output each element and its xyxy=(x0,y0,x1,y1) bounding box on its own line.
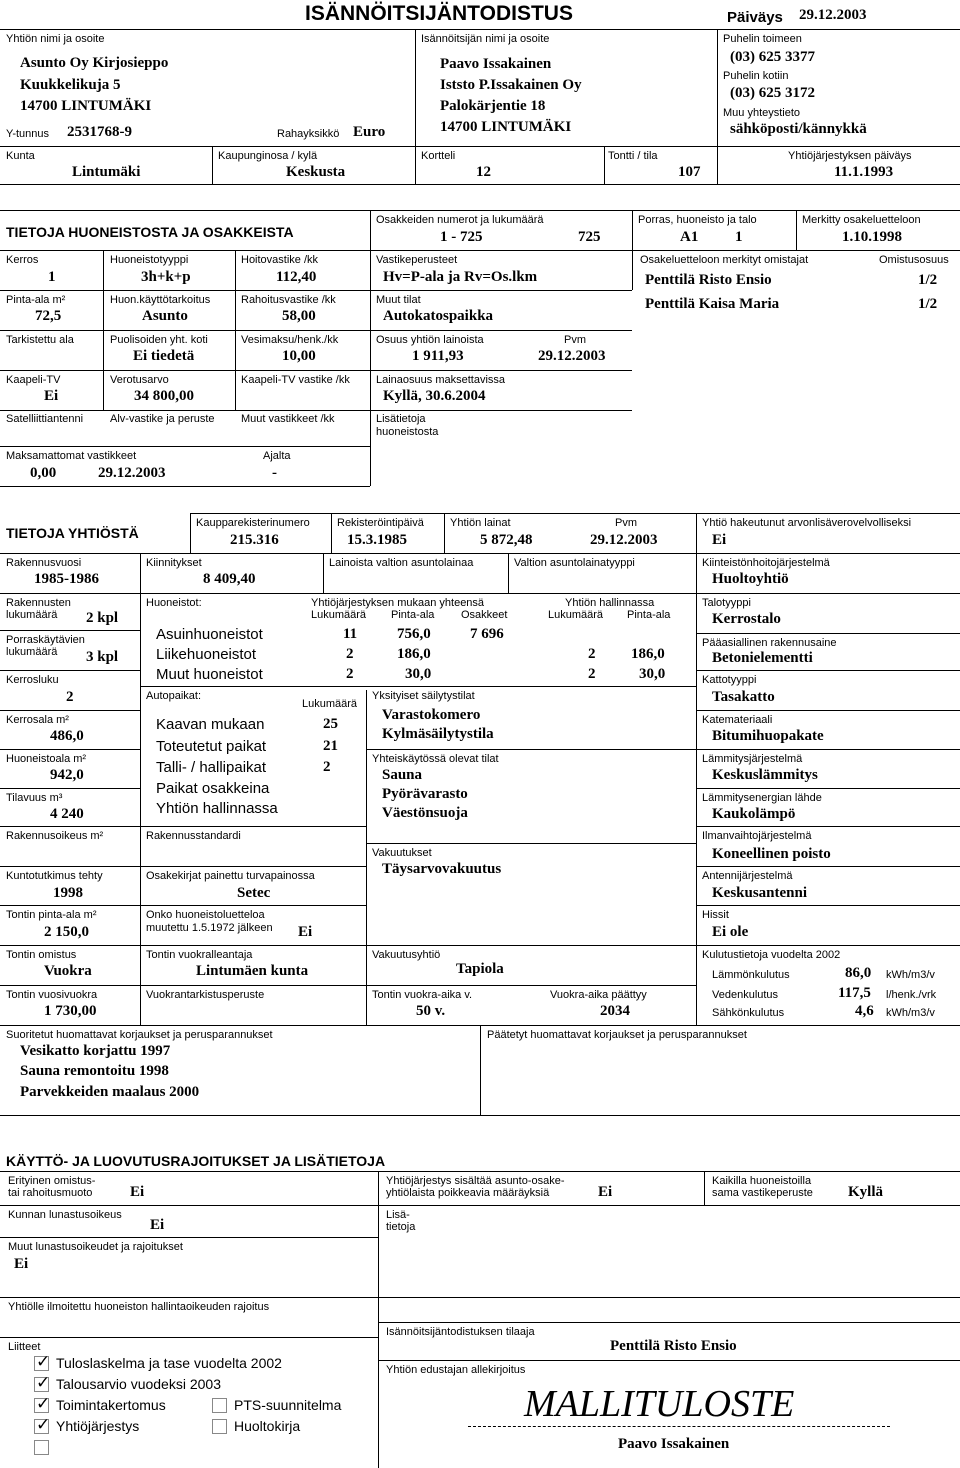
loan-share: 1 911,93 xyxy=(412,348,464,364)
tax: 34 800,00 xyxy=(134,388,194,404)
area-label: Pinta-ala m² xyxy=(6,294,66,306)
company-name-label: Yhtiön nimi ja osoite xyxy=(6,33,105,45)
house-type: Kerrostalo xyxy=(712,611,781,627)
private-label: Yksityiset säilytystilat xyxy=(372,690,475,702)
state-type-label: Valtion asuntolainatyyppi xyxy=(514,557,635,569)
loans: 5 872,48 xyxy=(480,532,533,548)
apt-row-own-count: 2 xyxy=(588,666,596,682)
shares-count: 725 xyxy=(578,229,601,245)
heat-use: 86,0 xyxy=(845,965,872,981)
sat-label: Satelliittiantenni xyxy=(6,413,84,425)
stair: A1 xyxy=(680,229,699,245)
shares-header: Osakkeet xyxy=(461,609,508,621)
manager-street: Palokärjentie 18 xyxy=(440,98,546,114)
repair-item: Vesikatto korjattu 1997 xyxy=(20,1043,171,1059)
buildings-label-1: Rakennusten xyxy=(6,597,71,609)
rules: Ei xyxy=(598,1184,613,1200)
other-spaces-label: Muut tilat xyxy=(376,294,421,306)
orderer-label: Isännöitsijäntodistuksen tilaaja xyxy=(386,1326,535,1338)
material-label: Pääasiallinen rakennusaine xyxy=(702,637,837,649)
attachment-label: Tuloslaskelma ja tase vuodelta 2002 xyxy=(56,1355,282,1371)
build-right-label: Rakennusoikeus m² xyxy=(6,830,104,842)
apt-row-area: 756,0 xyxy=(397,626,431,642)
ytunnus: 2531768-9 xyxy=(67,124,132,140)
other-redeem: Ei xyxy=(14,1256,29,1272)
floor-area-label: Kerrosala m² xyxy=(6,714,69,726)
same-basis-label-1: Kaikilla huoneistoilla xyxy=(712,1175,812,1187)
attachment-checkbox[interactable] xyxy=(34,1440,49,1455)
extra-label-2: tietoja xyxy=(386,1221,416,1233)
extra-label-1: Lisä- xyxy=(386,1209,410,1221)
date-value: 29.12.2003 xyxy=(799,7,867,23)
apt-row-count: 2 xyxy=(346,646,354,662)
parking-row-count: 2 xyxy=(323,759,331,775)
currency-label: Rahayksikkö xyxy=(277,128,340,140)
state-loans-label: Lainoista valtion asuntolainaa xyxy=(329,557,474,569)
attachment-label: PTS-suunnitelma xyxy=(234,1397,342,1413)
certs: Setec xyxy=(237,885,271,901)
apt-row-area: 186,0 xyxy=(397,646,431,662)
lease-end: 2034 xyxy=(600,1003,630,1019)
survey-label: Kuntotutkimus tehty xyxy=(6,870,103,882)
other-contact-label: Muu yhteystieto xyxy=(723,107,801,119)
basis: Hv=P-ala ja Rv=Os.lkm xyxy=(383,269,538,285)
parking-row-name: Kaavan mukaan xyxy=(156,716,265,733)
heat-src: Kaukolämpö xyxy=(712,806,796,822)
loan-date-label: Pvm xyxy=(564,334,586,346)
jarj-date: 11.1.1993 xyxy=(834,164,894,180)
attachment-label: Huoltokirja xyxy=(234,1418,301,1434)
signature: MALLITULOSTE xyxy=(524,1383,795,1425)
parking-row-count: 21 xyxy=(323,738,338,754)
floors-label: Kerrosluku xyxy=(6,674,59,686)
loans-label: Yhtiön lainat xyxy=(450,517,511,529)
heat-sys: Keskuslämmitys xyxy=(712,767,818,783)
reg-date: 1.10.1998 xyxy=(842,229,902,245)
kortteli-label: Kortteli xyxy=(421,150,456,162)
stairs: 3 kpl xyxy=(86,649,119,665)
parking-row-name: Toteutetut paikat xyxy=(156,738,267,755)
owner2-share: 1/2 xyxy=(918,296,938,312)
other-fees-label: Muut vastikkeet /kk xyxy=(241,413,335,425)
apt-row-name: Liikehuoneistot xyxy=(156,646,257,663)
el-use-label: Sähkönkulutus xyxy=(712,1007,785,1019)
same-basis: Kyllä xyxy=(848,1184,884,1200)
antenna-label: Antennijärjestelmä xyxy=(702,870,793,882)
apt-row-own-area: 30,0 xyxy=(639,666,666,682)
date-label: Päiväys xyxy=(727,9,783,26)
ytunnus-label: Y-tunnus xyxy=(6,128,50,140)
cable-label: Kaapeli-TV xyxy=(6,374,61,386)
ownership-label: Omistusosuus xyxy=(879,254,949,266)
water-use: 117,5 xyxy=(838,985,871,1001)
own-label: Yhtiön hallinnassa xyxy=(565,597,655,609)
phone-work-label: Puhelin toimeen xyxy=(723,33,802,45)
rent: 1 730,00 xyxy=(44,1003,97,1019)
list: Ei xyxy=(298,924,313,940)
orderer: Penttilä Risto Ensio xyxy=(610,1338,737,1354)
kerros: 1 xyxy=(48,269,56,285)
apt-row-name: Muut huoneistot xyxy=(156,666,263,683)
apt-row-shares: 7 696 xyxy=(470,626,504,642)
survey: 1998 xyxy=(53,885,83,901)
stair-label: Porras, huoneisto ja talo xyxy=(638,214,757,226)
parking-count-label: Lukumäärä xyxy=(302,698,358,710)
kunta: Lintumäki xyxy=(72,164,141,180)
unpaid-date: 29.12.2003 xyxy=(98,465,166,481)
owner-form-label-1: Erityinen omistus- xyxy=(8,1175,96,1187)
tontti-label: Tontti / tila xyxy=(608,150,658,162)
floor-area: 486,0 xyxy=(50,728,84,744)
roof-mat-label: Katemateriaali xyxy=(702,714,773,726)
el-use-unit: kWh/m3/v xyxy=(886,1007,935,1019)
lift: Ei ole xyxy=(712,924,749,940)
currency: Euro xyxy=(353,124,386,140)
jarj-date-label: Yhtiöjärjestyksen päiväys xyxy=(788,150,912,162)
water: 10,00 xyxy=(282,348,316,364)
parking-row-count: 25 xyxy=(323,716,338,732)
rahoitus-label: Rahoitusvastike /kk xyxy=(241,294,336,306)
rent-basis-label: Vuokrantarkistusperuste xyxy=(146,989,265,1001)
signature-line xyxy=(468,1426,890,1427)
owner-form-label-2: tai rahoitusmuoto xyxy=(8,1187,93,1199)
loan-share-label: Osuus yhtiön lainoista xyxy=(376,334,484,346)
vat-label: Alv-vastike ja peruste xyxy=(110,413,215,425)
reported-label: Yhtiölle ilmoitettu huoneiston hallintaoikeuden rajoitus xyxy=(8,1301,270,1313)
vent-label: Ilmanvaihtojärjestelmä xyxy=(702,830,812,842)
repair-item: Parvekkeiden maalaus 2000 xyxy=(20,1084,200,1100)
tontti: 107 xyxy=(678,164,701,180)
roof: Tasakatto xyxy=(712,689,775,705)
attachment-label: Toimintakertomus xyxy=(56,1397,166,1413)
attachment-checkbox[interactable]: ✓ xyxy=(36,1352,51,1372)
manager-name: Paavo Issakainen xyxy=(440,56,552,72)
mortgage: 8 409,40 xyxy=(203,571,256,587)
type: 3h+k+p xyxy=(141,269,191,285)
apt-row-name: Asuinhuoneistot xyxy=(156,626,263,643)
same-basis-label-2: sama vastikeperuste xyxy=(712,1187,813,1199)
loan-date: 29.12.2003 xyxy=(538,348,606,364)
insurer: Tapiola xyxy=(456,961,504,977)
lessor: Lintumäen kunta xyxy=(196,963,309,979)
lease-label: Tontin vuokra-aika v. xyxy=(372,989,473,1001)
from: - xyxy=(272,465,277,481)
company-street: Kuukkelikuja 5 xyxy=(20,77,121,93)
document-title: ISÄNNÖITSIJÄNTODISTUS xyxy=(305,2,573,25)
shared-1: Sauna xyxy=(382,767,423,783)
apt-row-own-area: 186,0 xyxy=(631,646,665,662)
shared-3: Väestönsuoja xyxy=(382,805,468,821)
water-use-unit: l/henk./vrk xyxy=(886,989,937,1001)
rules-label-1: Yhtiöjärjestys sisältää asunto-osake- xyxy=(386,1175,565,1187)
lease-end-label: Vuokra-aika päättyy xyxy=(550,989,647,1001)
vat-company: Ei xyxy=(712,532,727,548)
attachment-checkbox[interactable] xyxy=(212,1419,227,1434)
company-heading: TIETOJA YHTIÖSTÄ xyxy=(6,525,139,541)
plot-owner: Vuokra xyxy=(44,963,92,979)
el-use: 4,6 xyxy=(855,1003,874,1019)
other-contact: sähköposti/kännykkä xyxy=(730,121,867,137)
owner1: Penttilä Risto Ensio xyxy=(645,272,772,288)
private-1: Varastokomero xyxy=(382,707,481,723)
installment: Kyllä, 30.6.2004 xyxy=(383,388,486,404)
own-count-header: Lukumäärä xyxy=(548,609,604,621)
other-redeem-label: Muut lunastusoikeudet ja rajoitukset xyxy=(8,1241,183,1253)
extra-apt-label-1: Lisätietoja xyxy=(376,413,426,425)
installment-label: Lainaosuus maksettavissa xyxy=(376,374,506,386)
attachment-checkbox[interactable] xyxy=(212,1398,227,1413)
kyla-label: Kaupunginosa / kylä xyxy=(218,150,318,162)
phone-home: (03) 625 3172 xyxy=(730,85,815,101)
company-city: 14700 LINTUMÄKI xyxy=(20,98,152,114)
water-label: Vesimaksu/henk./kk xyxy=(241,334,339,346)
build-std-label: Rakennusstandardi xyxy=(146,830,241,842)
roof-mat: Bitumihuopakate xyxy=(712,728,824,744)
lease: 50 v. xyxy=(416,1003,446,1019)
insurance-label: Vakuutukset xyxy=(372,847,432,859)
volume-label: Tilavuus m³ xyxy=(6,792,63,804)
rules-label-2: yhtiölaista poikkeavia määräyksiä xyxy=(386,1187,550,1199)
phone-work: (03) 625 3377 xyxy=(730,49,815,65)
heat-use-unit: kWh/m3/v xyxy=(886,969,935,981)
heat-use-label: Lämmönkulutus xyxy=(712,969,790,981)
loans-date-label: Pvm xyxy=(615,517,637,529)
buildings-label-2: lukumäärä xyxy=(6,609,58,621)
heat-sys-label: Lämmitysjärjestelmä xyxy=(702,753,803,765)
lift-label: Hissit xyxy=(702,909,729,921)
loans-date: 29.12.2003 xyxy=(590,532,658,548)
stairs-label-1: Porraskäytävien xyxy=(6,634,85,646)
apt-row-area: 30,0 xyxy=(405,666,432,682)
built: 1985-1986 xyxy=(34,571,99,587)
list-label-1: Onko huoneistoluetteloa xyxy=(146,909,265,921)
manager-city: 14700 LINTUMÄKI xyxy=(440,119,572,135)
from-label: Ajalta xyxy=(263,450,291,462)
heat-src-label: Lämmitysenergian lähde xyxy=(702,792,822,804)
vat-company-label: Yhtiö hakeutunut arvonlisäverovelvolliseksi xyxy=(702,517,912,529)
kerros-label: Kerros xyxy=(6,254,39,266)
phone-home-label: Puhelin kotiin xyxy=(723,70,789,82)
redeem: Ei xyxy=(150,1217,165,1233)
apt-area-label: Huoneistoala m² xyxy=(6,753,87,765)
restrictions-heading: KÄYTTÖ- JA LUOVUTUSRAJOITUKSET JA LISÄTIETOJA xyxy=(6,1153,386,1169)
attachments-label: Liitteet xyxy=(8,1341,41,1353)
apt-row-own-count: 2 xyxy=(588,646,596,662)
shares-label: Osakkeiden numerot ja lukumäärä xyxy=(376,214,544,226)
unpaid-label: Maksamattomat vastikkeet xyxy=(6,450,137,462)
plot-owner-label: Tontin omistus xyxy=(6,949,77,961)
manager-label: Isännöitsijän nimi ja osoite xyxy=(421,33,550,45)
shared-label: Yhteiskäytössä olevat tilat xyxy=(372,753,499,765)
planned-label: Päätetyt huomattavat korjaukset ja perusparannukset xyxy=(487,1029,747,1041)
attachment-label: Talousarvio vuodeksi 2003 xyxy=(56,1376,221,1392)
built-label: Rakennusvuosi xyxy=(6,557,82,569)
by-rules-label: Yhtiöjärjestyksen mukaan yhteensä xyxy=(311,597,485,609)
type-label: Huoneistotyyppi xyxy=(110,254,189,266)
count-header: Lukumäärä xyxy=(311,609,367,621)
vent: Koneellinen poisto xyxy=(712,846,831,862)
attachment-checkbox[interactable]: ✓ xyxy=(36,1394,51,1414)
use: Asunto xyxy=(142,308,188,324)
shared-2: Pyörävarasto xyxy=(382,786,468,802)
area: 72,5 xyxy=(35,308,62,324)
attachment-checkbox[interactable]: ✓ xyxy=(36,1415,51,1435)
owners-label: Osakeluetteloon merkityt omistajat xyxy=(640,254,809,266)
extra-apt-label-2: huoneistosta xyxy=(376,426,439,438)
volume: 4 240 xyxy=(50,806,84,822)
unpaid: 0,00 xyxy=(30,465,57,481)
other-spaces: Autokatospaikka xyxy=(383,308,494,324)
plot-area: 2 150,0 xyxy=(44,924,89,940)
hoito-label: Hoitovastike /kk xyxy=(241,254,319,266)
apt-row-count: 11 xyxy=(343,626,358,642)
parking-row-name: Talli- / hallipaikat xyxy=(156,759,267,776)
area-header: Pinta-ala xyxy=(391,609,435,621)
insurer-label: Vakuutusyhtiö xyxy=(372,949,441,961)
stairs-label-2: lukumäärä xyxy=(6,646,58,658)
owner2: Penttilä Kaisa Maria xyxy=(645,296,780,312)
checked-label: Tarkistettu ala xyxy=(6,334,74,346)
apartment-heading: TIETOJA HUONEISTOSTA JA OSAKKEISTA xyxy=(6,224,294,240)
attachment-label: Yhtiöjärjestys xyxy=(56,1418,140,1434)
roof-label: Kattotyyppi xyxy=(702,674,757,686)
certs-label: Osakekirjat painettu turvapainossa xyxy=(146,870,315,882)
attachment-checkbox[interactable]: ✓ xyxy=(36,1373,51,1393)
water-use-label: Vedenkulutus xyxy=(712,989,779,1001)
apts-label: Huoneistot: xyxy=(146,597,202,609)
use-label: Huon.käyttötarkoitus xyxy=(110,294,211,306)
rent-label: Tontin vuosivuokra xyxy=(6,989,98,1001)
cable: Ei xyxy=(44,388,59,404)
parking-row-name: Paikat osakkeina xyxy=(156,780,270,797)
shares-range: 1 - 725 xyxy=(440,229,483,245)
owner-form: Ei xyxy=(130,1184,145,1200)
kunta-label: Kunta xyxy=(6,150,35,162)
basis-label: Vastikeperusteet xyxy=(376,254,458,266)
parking-label: Autopaikat: xyxy=(146,690,202,702)
antenna: Keskusantenni xyxy=(712,885,808,901)
redeem-label: Kunnan lunastusoikeus xyxy=(8,1209,122,1221)
regdate-label: Rekisteröintipäivä xyxy=(337,517,424,529)
spouse-label: Puolisoiden yht. koti xyxy=(110,334,208,346)
owner1-share: 1/2 xyxy=(918,272,938,288)
signer: Paavo Issakainen xyxy=(618,1436,730,1452)
kortteli: 12 xyxy=(476,164,491,180)
company-name: Asunto Oy Kirjosieppo xyxy=(20,55,169,71)
own-area-header: Pinta-ala xyxy=(627,609,671,621)
kyla: Keskusta xyxy=(286,164,346,180)
apt-area: 942,0 xyxy=(50,767,84,783)
material: Betonielementti xyxy=(712,650,813,666)
lessor-label: Tontin vuokralleantaja xyxy=(146,949,253,961)
tax-label: Verotusarvo xyxy=(110,374,169,386)
kr: 215.316 xyxy=(230,532,279,548)
plot-area-label: Tontin pinta-ala m² xyxy=(6,909,97,921)
insurance: Täysarvovakuutus xyxy=(382,861,502,877)
kr-label: Kaupparekisterinumero xyxy=(196,517,310,529)
maint: Huoltoyhtiö xyxy=(712,571,789,587)
hoito: 112,40 xyxy=(276,269,317,285)
parking-row-name: Yhtiön hallinnassa xyxy=(156,800,278,817)
stair-no: 1 xyxy=(735,229,743,245)
manager-firm: Iststo P.Issakainen Oy xyxy=(440,77,582,93)
house-type-label: Talotyyppi xyxy=(702,597,751,609)
maint-label: Kiinteistönhoitojärjestelmä xyxy=(702,557,830,569)
consumption-label: Kulutustietoja vuodelta 2002 xyxy=(702,949,841,961)
repair-item: Sauna remontoitu 1998 xyxy=(20,1063,169,1079)
floors: 2 xyxy=(66,689,74,705)
private-2: Kylmäsäilytystila xyxy=(382,726,494,742)
reg-label: Merkitty osakeluetteloon xyxy=(802,214,921,226)
list-label-2: muutettu 1.5.1972 jälkeen xyxy=(146,922,273,934)
repairs-label: Suoritetut huomattavat korjaukset ja perusparannukset xyxy=(6,1029,273,1041)
buildings: 2 kpl xyxy=(86,610,119,626)
regdate: 15.3.1985 xyxy=(347,532,407,548)
spouse: Ei tiedetä xyxy=(133,348,195,364)
apt-row-count: 2 xyxy=(346,666,354,682)
mortgage-label: Kiinnitykset xyxy=(146,557,202,569)
rahoitus: 58,00 xyxy=(282,308,316,324)
signature-label: Yhtiön edustajan allekirjoitus xyxy=(386,1364,526,1376)
cable-fee-label: Kaapeli-TV vastike /kk xyxy=(241,374,350,386)
